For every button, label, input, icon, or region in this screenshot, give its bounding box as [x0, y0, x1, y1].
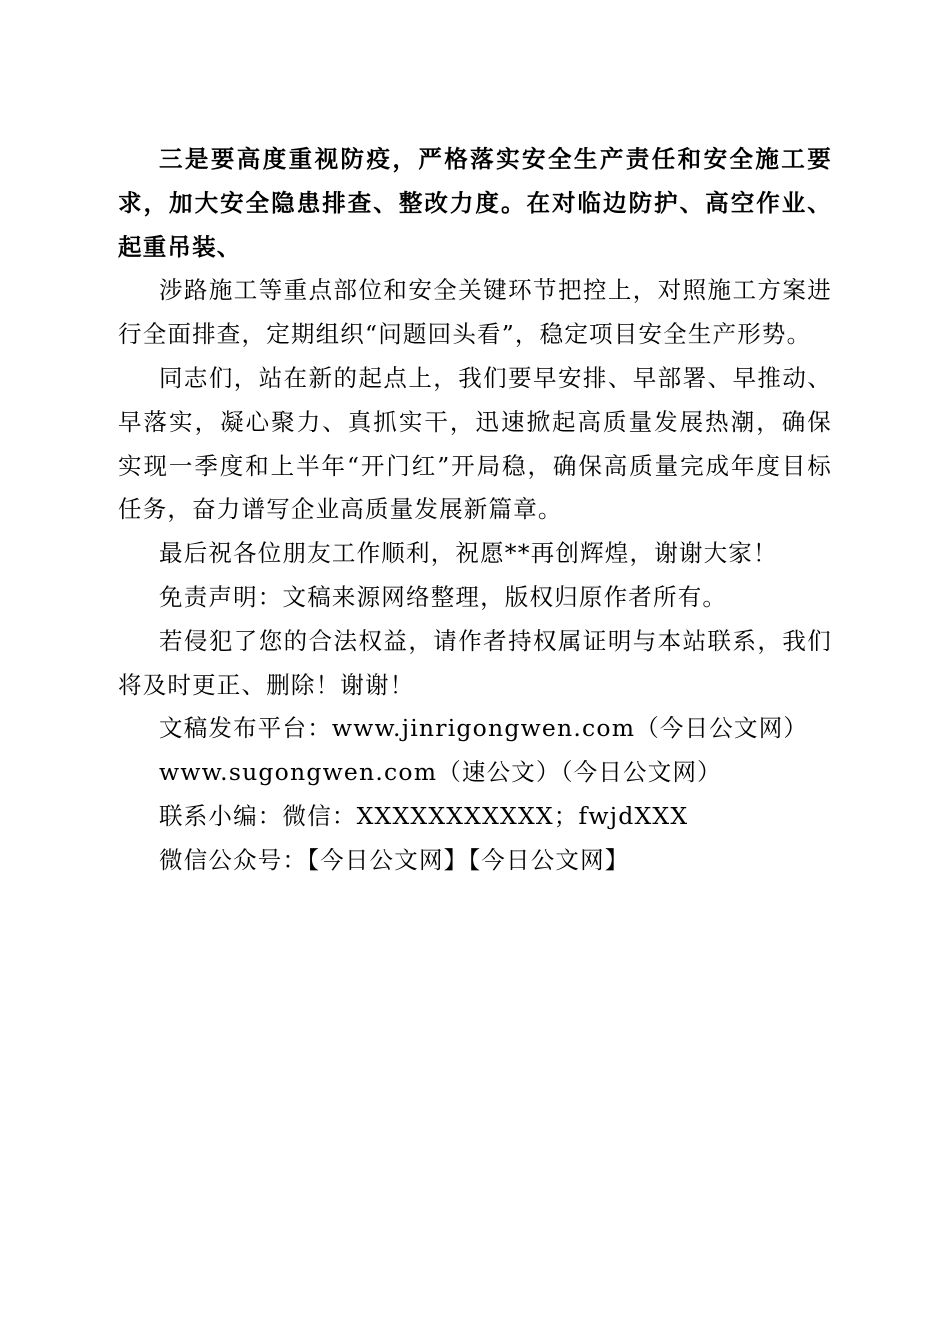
footer-contact-editor: 联系小编：微信：XXXXXXXXXXX；fwjdXXX: [159, 801, 689, 830]
paragraph-safety-continued: 涉路施工等重点部位和安全关键环节把控上，对照施工方案进行全面排查，定期组织“问题回头看”，稳定项目安全生产形势。: [118, 276, 832, 349]
document-page: [118, 138, 832, 883]
paragraph-safety-intro: 三是要高度重视防疫，严格落实安全生产责任和安全施工要求，加大安全隐患排查、整改力度。在对临边防护、高空作业、起重吊装、: [118, 145, 832, 261]
footer-sugongwen-site: www.sugongwen.com（速公文）（今日公文网）: [159, 758, 722, 787]
paragraph-closing-call: 同志们，站在新的起点上，我们要早安排、早部署、早推动、早落实，凝心聚力、真抓实干，迅速掀起高质量发展热潮，确保实现一季度和上半年“开门红”开局稳，确保高质量完成年度目标任务，奋力谱写企业高质量发展新篇章。: [118, 363, 832, 524]
footer-wechat-account: 微信公众号：【今日公文网】【今日公文网】: [159, 845, 630, 874]
paragraph-disclaimer: 免责声明：文稿来源网络整理，版权归原作者所有。: [159, 582, 728, 611]
footer-publish-platform: 文稿发布平台：www.jinrigongwen.com（今日公文网）: [159, 714, 809, 743]
paragraph-infringement-notice: 若侵犯了您的合法权益，请作者持权属证明与本站联系，我们将及时更正、删除！谢谢！: [118, 626, 832, 699]
paragraph-best-wishes: 最后祝各位朋友工作顺利，祝愿**再创辉煌，谢谢大家！: [159, 539, 778, 568]
